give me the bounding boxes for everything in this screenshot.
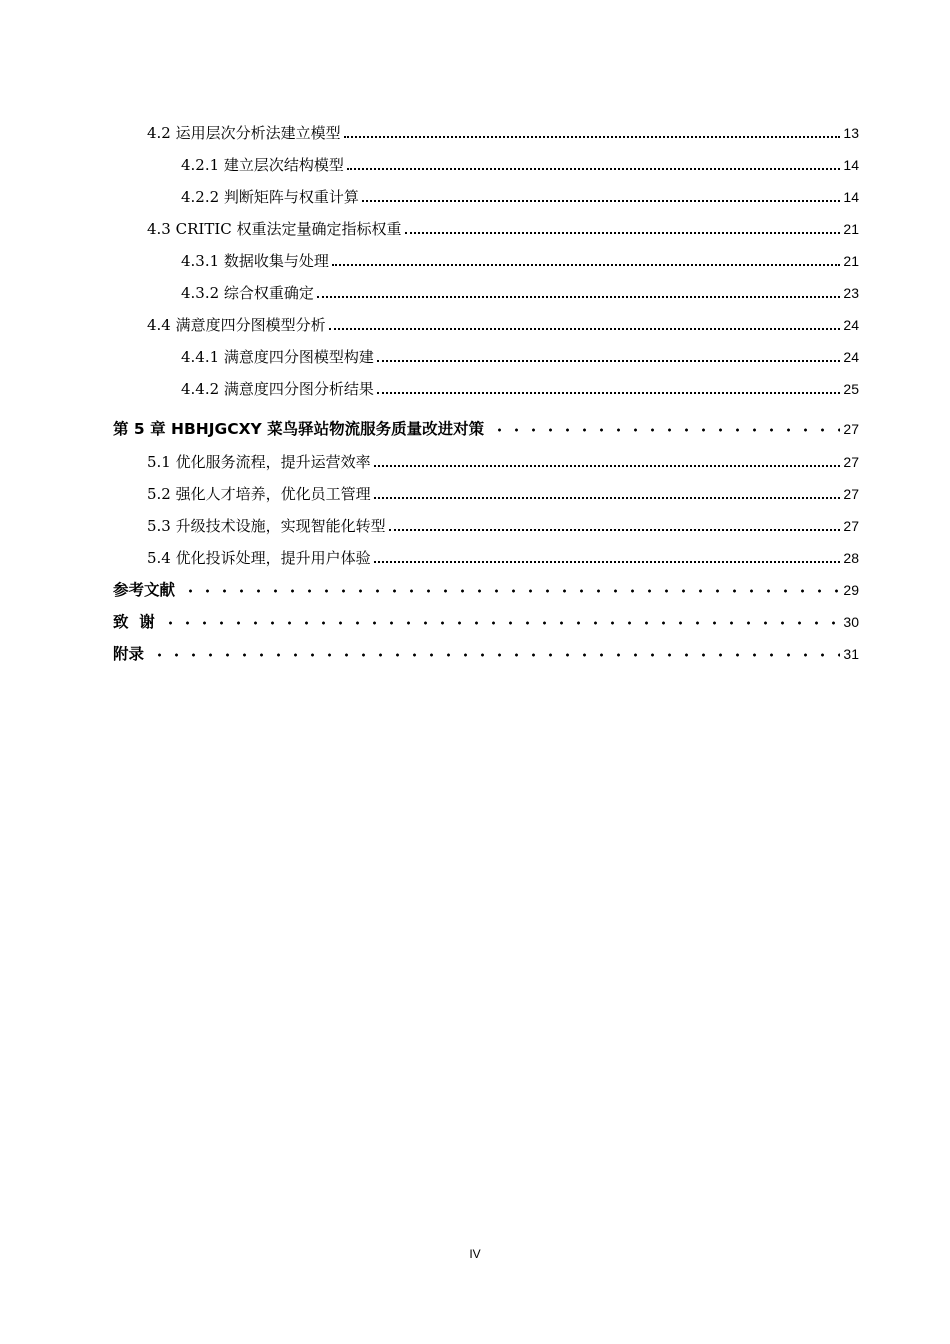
toc-entry-page: 24	[843, 349, 859, 365]
toc-entry-label: 致 谢	[113, 613, 155, 631]
toc-entry[interactable]	[181, 246, 859, 270]
toc-entry-page: 13	[843, 125, 859, 141]
toc-entry[interactable]	[147, 479, 859, 503]
toc-entry-label: 5.2 强化人才培养，优化员工管理	[147, 485, 371, 503]
toc-leader	[344, 136, 841, 138]
toc-entry-page: 23	[843, 285, 859, 301]
toc-leader	[178, 588, 840, 594]
toc-entry-label: 参考文献	[113, 581, 176, 599]
toc-entry[interactable]	[147, 511, 859, 535]
toc-entry-label: 4.2.2 判断矩阵与权重计算	[181, 188, 359, 206]
toc-entry-label: 4.3.1 数据收集与处理	[181, 252, 329, 270]
toc-entry-page: 14	[843, 189, 859, 205]
toc-leader	[332, 264, 840, 266]
toc-entry-label: 4.2.1 建立层次结构模型	[181, 156, 344, 174]
toc-entry-label: 5.1 优化服务流程，提升运营效率	[147, 453, 371, 471]
toc-entry[interactable]	[147, 310, 859, 334]
toc-entry[interactable]	[147, 214, 859, 238]
toc-leader	[405, 232, 841, 234]
toc-chapter-entry[interactable]	[113, 575, 859, 599]
toc-entry-label: 4.4 满意度四分图模型分析	[147, 316, 326, 334]
toc-leader	[317, 296, 840, 298]
toc-leader	[329, 328, 841, 330]
toc-entry[interactable]	[181, 182, 859, 206]
toc-entry-page: 29	[843, 582, 859, 598]
toc-entry-label: 5.3 升级技术设施，实现智能化转型	[147, 517, 386, 535]
toc-entry-label: 5.4 优化投诉处理，提升用户体验	[147, 549, 371, 567]
toc-entry-page: 24	[843, 317, 859, 333]
toc-entry[interactable]	[181, 150, 859, 174]
toc-entry-label: 4.2 运用层次分析法建立模型	[147, 124, 341, 142]
toc-entry-label: 4.4.2 满意度四分图分析结果	[181, 380, 374, 398]
toc-chapter-entry[interactable]	[113, 607, 859, 631]
toc-entry-page: 21	[843, 253, 859, 269]
toc-leader	[377, 360, 840, 362]
toc-entry-page: 27	[843, 454, 859, 470]
toc-entry-page: 27	[843, 421, 859, 437]
toc-entry-page: 21	[843, 221, 859, 237]
toc-entry-page: 27	[843, 486, 859, 502]
page-number: IV	[469, 1247, 481, 1261]
toc-entry-page: 28	[843, 550, 859, 566]
toc-leader	[374, 561, 841, 563]
toc-entry[interactable]	[147, 118, 859, 142]
toc-entry-label: 4.4.1 满意度四分图模型构建	[181, 348, 374, 366]
toc-leader	[362, 200, 840, 202]
toc-entry-page: 30	[843, 614, 859, 630]
toc-entry[interactable]	[147, 543, 859, 567]
toc-leader	[147, 652, 840, 658]
toc-leader	[487, 427, 840, 433]
toc-entry-label: 附录	[113, 645, 145, 663]
toc-entry[interactable]	[147, 447, 859, 471]
toc-leader	[158, 620, 841, 626]
toc-entry-label: 4.3.2 综合权重确定	[181, 284, 314, 302]
toc-entry-page: 25	[843, 381, 859, 397]
toc-entry-page: 31	[843, 646, 859, 662]
toc-chapter-entry[interactable]	[113, 639, 859, 663]
toc-leader	[389, 529, 841, 531]
toc-entry-page: 14	[843, 157, 859, 173]
toc-entry[interactable]	[181, 278, 859, 302]
toc-entry-label: 4.3 CRITIC 权重法定量确定指标权重	[147, 220, 402, 238]
toc-leader	[347, 168, 840, 170]
toc-entry-label: 第 5 章 HBHJGCXY 菜鸟驿站物流服务质量改进对策	[113, 420, 485, 438]
toc-chapter-entry[interactable]	[113, 414, 859, 438]
toc-leader	[374, 465, 841, 467]
toc-entry-page: 27	[843, 518, 859, 534]
toc-entry[interactable]	[181, 374, 859, 398]
toc-entry[interactable]	[181, 342, 859, 366]
toc-leader	[374, 497, 841, 499]
toc-leader	[377, 392, 840, 394]
